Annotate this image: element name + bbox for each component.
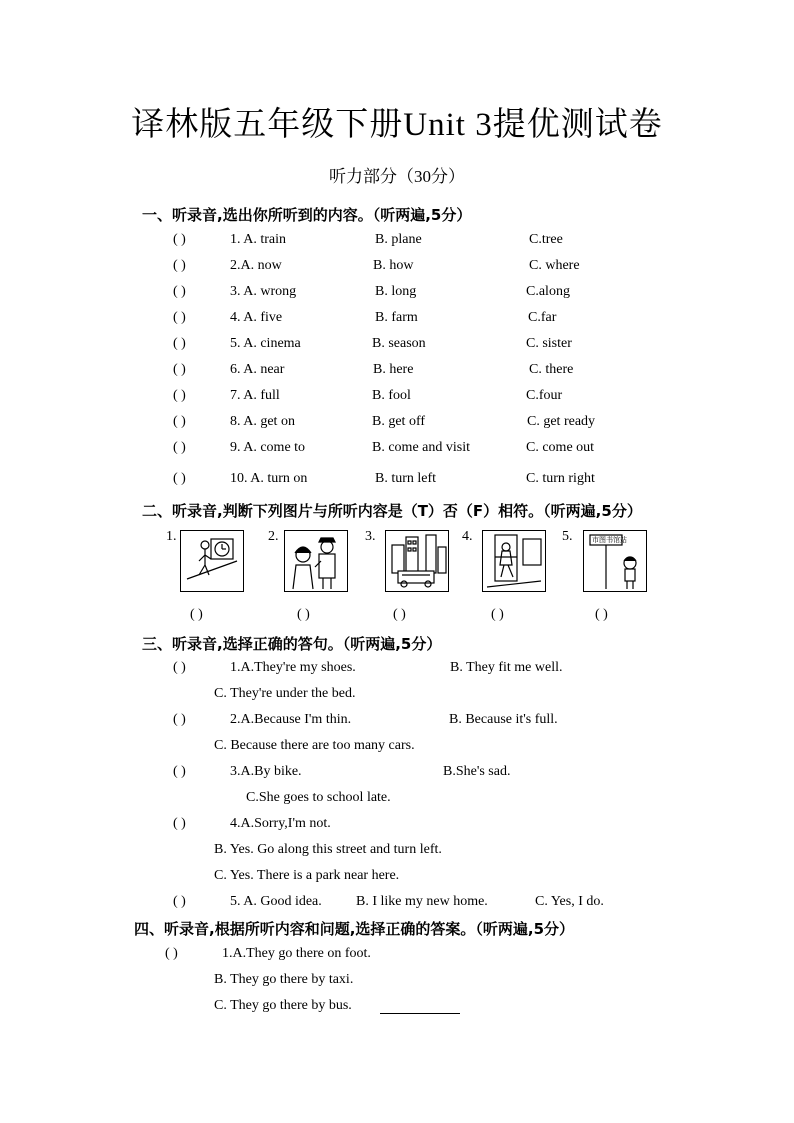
section4-heading: 四、听录音,根据所听内容和问题,选择正确的答案。（听两遍,5分） <box>134 920 575 938</box>
answer-paren[interactable]: ( ) <box>173 894 186 909</box>
option-a: 5. A. cinema <box>230 336 301 351</box>
city-bus-icon <box>385 530 449 592</box>
option-b: B. get off <box>372 414 426 429</box>
answer-paren[interactable]: ( ) <box>173 284 186 299</box>
answer-blank-line[interactable] <box>380 1013 460 1014</box>
answer-paren[interactable]: ( ) <box>297 607 310 622</box>
option-c: C. where <box>529 258 580 273</box>
option-b: B. I like my new home. <box>356 894 488 909</box>
option-a: 1.A.They go there on foot. <box>222 946 371 961</box>
option-b: B. They go there by taxi. <box>214 972 354 987</box>
answer-paren[interactable]: ( ) <box>173 258 186 273</box>
answer-paren[interactable]: ( ) <box>173 660 186 675</box>
option-a: 2.A. now <box>230 258 282 273</box>
option-c: C.along <box>526 284 570 299</box>
answer-paren[interactable]: ( ) <box>173 764 186 779</box>
answer-paren[interactable]: ( ) <box>173 414 186 429</box>
option-a: 5. A. Good idea. <box>230 894 322 909</box>
option-b: B. long <box>375 284 417 299</box>
option-a: 3. A. wrong <box>230 284 297 299</box>
option-b: B. fool <box>372 388 411 403</box>
picture-number: 3. <box>365 529 376 544</box>
answer-paren[interactable]: ( ) <box>491 607 504 622</box>
option-c: C. sister <box>526 336 572 351</box>
answer-paren[interactable]: ( ) <box>173 388 186 403</box>
option-a: 10. A. turn on <box>230 471 308 486</box>
option-b: B. They fit me well. <box>450 660 563 675</box>
option-c: C.tree <box>529 232 563 247</box>
answer-paren[interactable]: ( ) <box>173 440 186 455</box>
option-b: B. how <box>373 258 414 273</box>
option-b: B. farm <box>375 310 418 325</box>
option-c: C. They're under the bed. <box>214 686 356 701</box>
option-a: 7. A. full <box>230 388 280 403</box>
option-a: 1.A.They're my shoes. <box>230 660 356 675</box>
picture-number: 2. <box>268 529 279 544</box>
answer-paren[interactable]: ( ) <box>393 607 406 622</box>
option-a: 9. A. come to <box>230 440 306 455</box>
option-b: B. come and visit <box>372 440 470 455</box>
option-a: 2.A.Because I'm thin. <box>230 712 352 727</box>
option-c: C. Yes, I do. <box>535 894 604 909</box>
answer-paren[interactable]: ( ) <box>173 310 186 325</box>
answer-paren[interactable]: ( ) <box>595 607 608 622</box>
answer-paren[interactable]: ( ) <box>173 362 186 377</box>
library-sign-label: 市图书馆站 <box>592 536 627 544</box>
picture-number: 5. <box>562 529 573 544</box>
option-c: C.far <box>528 310 557 325</box>
option-c: C. turn right <box>526 471 595 486</box>
option-a: 4.A.Sorry,I'm not. <box>230 816 331 831</box>
option-c: C. They go there by bus. <box>214 998 352 1013</box>
option-b: B. Because it's full. <box>449 712 558 727</box>
option-a: 6. A. near <box>230 362 285 377</box>
answer-paren[interactable]: ( ) <box>165 946 178 961</box>
option-b: B. plane <box>375 232 422 247</box>
answer-paren[interactable]: ( ) <box>173 816 186 831</box>
answer-paren[interactable]: ( ) <box>173 336 186 351</box>
option-c: C. Yes. There is a park near here. <box>214 868 400 883</box>
answer-paren[interactable]: ( ) <box>173 471 186 486</box>
section2-heading: 二、听录音,判断下列图片与所听内容是（T）否（F）相符。（听两遍,5分） <box>142 502 642 520</box>
section1-heading: 一、听录音,选出你所听到的内容。（听两遍,5分） <box>142 206 472 224</box>
option-c: C.four <box>526 388 563 403</box>
person-walking-by-clock-icon <box>180 530 244 592</box>
option-c: C. get ready <box>527 414 596 429</box>
page-title: 译林版五年级下册Unit 3提优测试卷 <box>131 107 663 143</box>
section3-heading: 三、听录音,选择正确的答句。（听两遍,5分） <box>142 635 442 653</box>
option-b: B. Yes. Go along this street and turn left. <box>214 842 442 857</box>
option-a: 4. A. five <box>230 310 283 325</box>
woman-and-policeman-icon <box>284 530 348 592</box>
option-a: 3.A.By bike. <box>230 764 302 779</box>
girl-getting-off-bus-icon <box>482 530 546 592</box>
picture-number: 1. <box>166 529 177 544</box>
option-a: 8. A. get on <box>230 414 295 429</box>
picture-number: 4. <box>462 529 473 544</box>
option-a: 1. A. train <box>230 232 286 247</box>
answer-paren[interactable]: ( ) <box>173 712 186 727</box>
option-c: C.She goes to school late. <box>246 790 391 805</box>
option-c: C. Because there are too many cars. <box>214 738 415 753</box>
option-b: B. season <box>372 336 426 351</box>
option-b: B. here <box>373 362 414 377</box>
page-subtitle: 听力部分（30分） <box>329 167 465 186</box>
option-c: C. come out <box>526 440 595 455</box>
answer-paren[interactable]: ( ) <box>190 607 203 622</box>
answer-paren[interactable]: ( ) <box>173 232 186 247</box>
option-c: C. there <box>529 362 574 377</box>
option-b: B. turn left <box>375 471 437 486</box>
option-b: B.She's sad. <box>443 764 511 779</box>
